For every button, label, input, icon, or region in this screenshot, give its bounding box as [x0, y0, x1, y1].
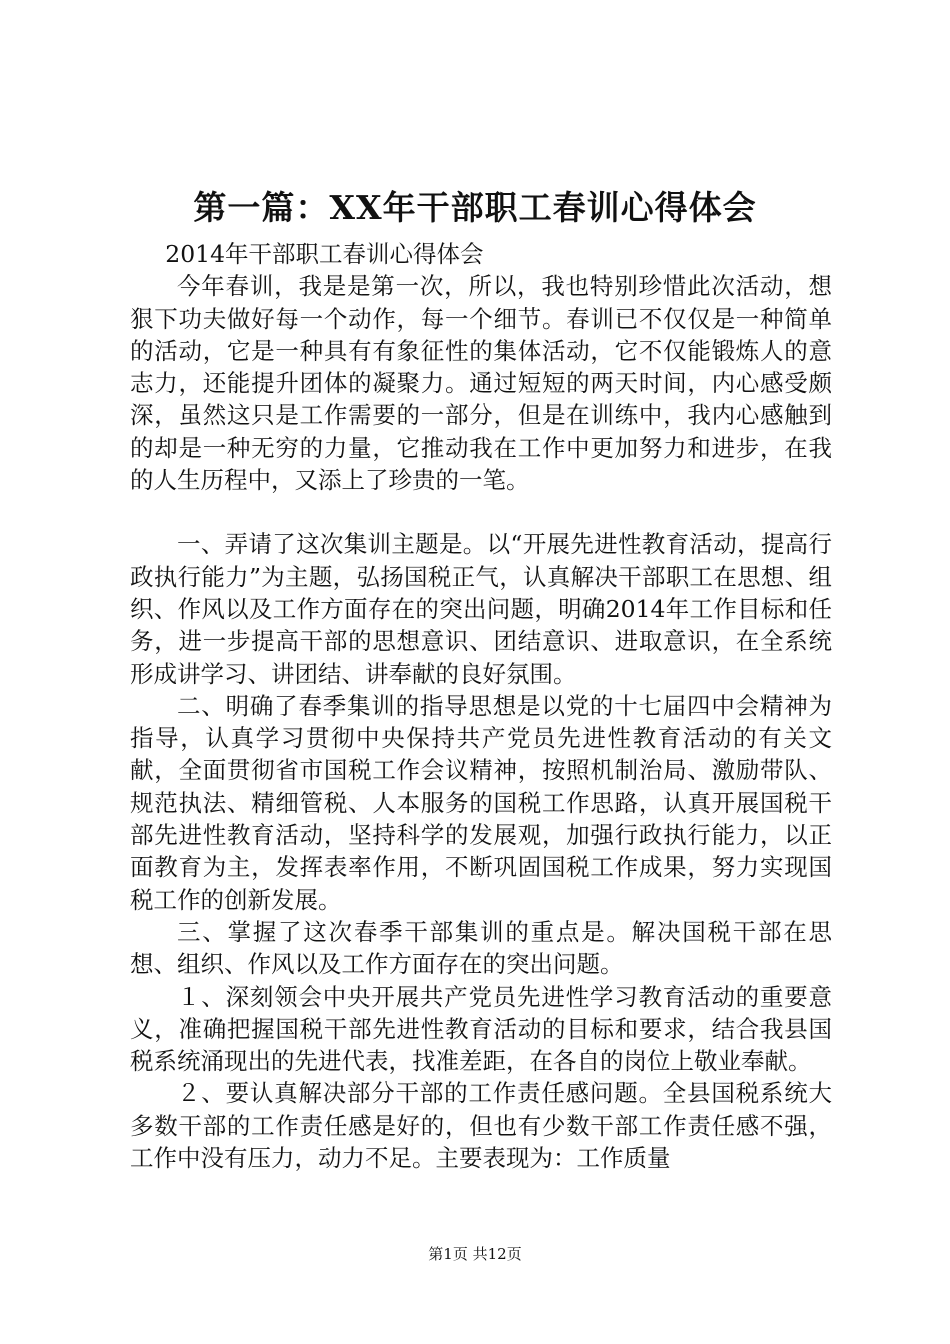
document-subtitle: 2014年干部职工春训心得体会: [165, 240, 484, 268]
document-title: 第一篇：XX年干部职工春训心得体会: [193, 188, 757, 227]
paragraph-section-one: 一、弄请了这次集训主题是。以“开展先进性教育活动，提高行政执行能力”为主题，弘扬国税正气，认真解决干部职工在思想、组织、作风以及工作方面存在的突出问题，明确2014年工作目标和任务，进一步提高干部的思想意识、团结意识、进取意识，在全系统形成讲学习、讲团结、讲奉献的良好氛围。: [130, 530, 832, 688]
paragraph-section-two: 二、明确了春季集训的指导思想是以党的十七届四中会精神为指导，认真学习贯彻中央保持共产党员先进性教育活动的有关文献，全面贯彻省市国税工作会议精神，按照机制治局、激励带队、规范执法、精细管税、人本服务的国税工作思路，认真开展国税干部先进性教育活动，坚持科学的发展观，加强行政执行能力，以正面教育为主，发挥表率作用，不断巩固国税工作成果，努力实现国税工作的创新发展。: [130, 691, 832, 914]
page-number-footer: 第1页 共12页: [428, 1245, 522, 1263]
document-body: [130, 238, 832, 1174]
paragraph-item-one: １、深刻领会中央开展共产党员先进性学习教育活动的重要意义，准确把握国税干部先进性教育活动的目标和要求，结合我县国税系统涌现出的先进代表，找准差距，在各自的岗位上敬业奉献。: [130, 982, 832, 1076]
paragraph-item-two: ２、要认真解决部分干部的工作责任感问题。全县国税系统大多数干部的工作责任感是好的，但也有少数干部工作责任感不强，工作中没有压力，动力不足。主要表现为：工作质量: [130, 1079, 832, 1173]
paragraph-section-three: 三、掌握了这次春季干部集训的重点是。解决国税干部在思想、组织、作风以及工作方面存在的突出问题。: [130, 917, 832, 979]
paragraph-intro: 今年春训，我是是第一次，所以，我也特别珍惜此次活动，想狠下功夫做好每一个动作，每一个细节。春训已不仅仅是一种简单的活动，它是一种具有有象征性的集体活动，它不仅能锻炼人的意志力，还能提升团体的凝聚力。通过短短的两天时间，内心感受颇深，虽然这只是工作需要的一部分，但是在训练中，我内心感触到的却是一种无穷的力量，它推动我在工作中更加努力和进步，在我的人生历程中，又添上了珍贵的一笔。: [130, 272, 832, 495]
paragraph-gap: [130, 496, 832, 528]
